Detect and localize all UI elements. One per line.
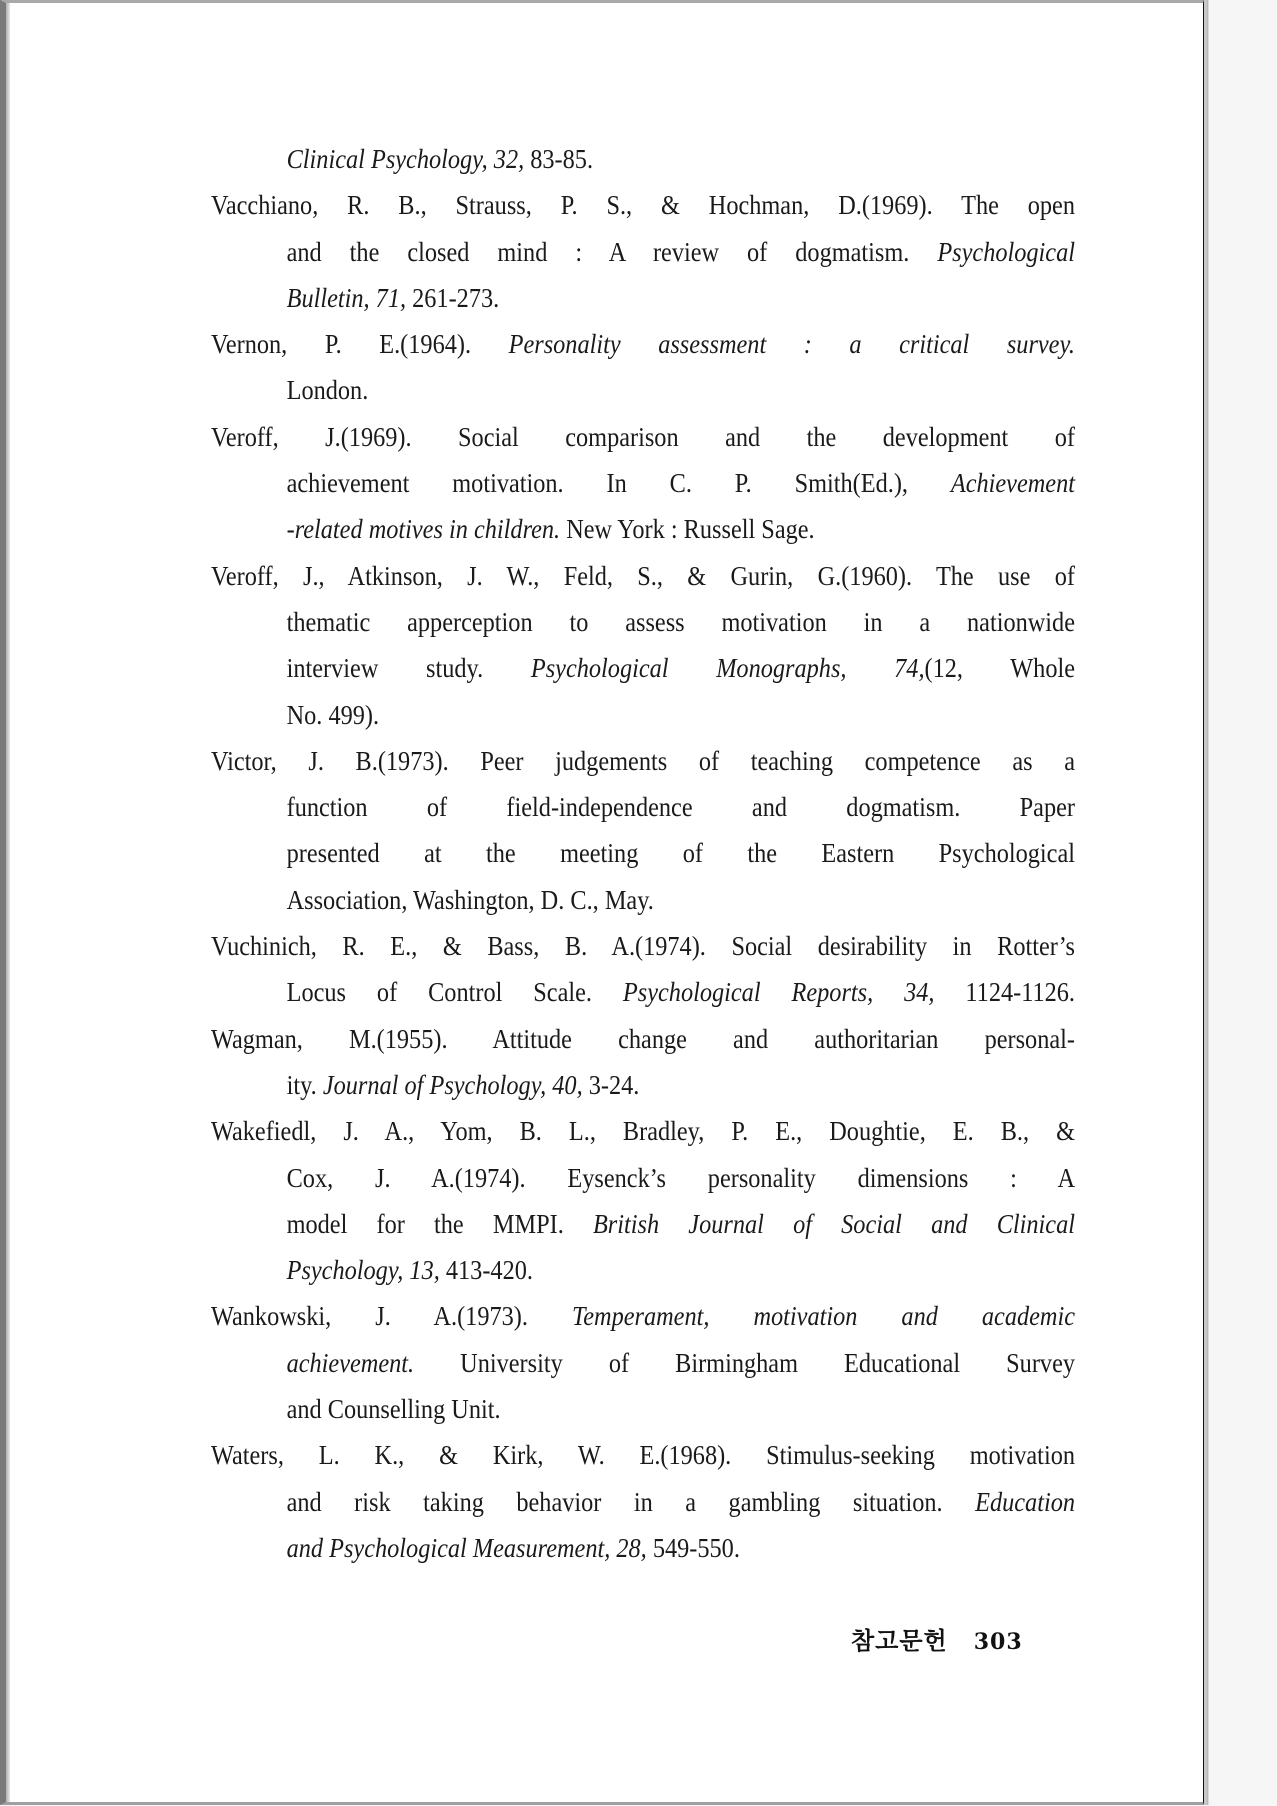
reference-line bbox=[211, 1432, 1075, 1478]
reference-text: Locus of Control Scale. bbox=[286, 977, 623, 1008]
reference-line bbox=[211, 1340, 1075, 1386]
reference-text: Veroff, J.(1969). Social comparison and the development of bbox=[211, 421, 1075, 452]
page-number: 303 bbox=[973, 1629, 1023, 1655]
reference-line bbox=[211, 414, 1075, 460]
reference-line bbox=[211, 1247, 1075, 1293]
reference-entry bbox=[211, 182, 1075, 321]
reference-entry bbox=[211, 1293, 1075, 1432]
reference-text: 261-273. bbox=[406, 282, 500, 313]
italic-title-text: Bulletin, 71, bbox=[286, 282, 407, 313]
reference-entry bbox=[211, 1108, 1075, 1293]
reference-text: ity. bbox=[286, 1069, 323, 1100]
reference-text: Association, Washington, D. C., May. bbox=[286, 884, 654, 915]
italic-title-text: Psychological bbox=[937, 236, 1075, 267]
reference-line bbox=[211, 969, 1075, 1015]
reference-text: Waters, L. K., & Kirk, W. E.(1968). Stimulus-seeking motivation bbox=[211, 1440, 1075, 1471]
reference-line bbox=[211, 182, 1075, 228]
reference-text: and risk taking behavior in a gambling situation. bbox=[286, 1486, 976, 1517]
reference-text: 1124-1126. bbox=[934, 977, 1075, 1008]
reference-text: Victor, J. B.(1973). Peer judgements of teaching competence as a bbox=[211, 745, 1075, 776]
reference-text: 549-550. bbox=[646, 1532, 740, 1563]
section-title: 참고문헌 bbox=[851, 1627, 948, 1655]
reference-text: function of field-independence and dogmatism. Paper bbox=[286, 792, 1076, 823]
reference-text: model for the MMPI. bbox=[286, 1208, 593, 1239]
italic-title-text: Education bbox=[975, 1486, 1075, 1517]
reference-line bbox=[211, 1016, 1075, 1062]
reference-text: Vernon, P. E.(1964). bbox=[211, 329, 509, 360]
reference-text: 83-85. bbox=[524, 144, 594, 174]
reference-entry bbox=[211, 1016, 1075, 1109]
reference-line bbox=[211, 877, 1075, 923]
italic-title-text: Achievement bbox=[950, 468, 1075, 499]
reference-line bbox=[211, 229, 1075, 275]
italic-title-text: Journal of Psychology, 40, bbox=[322, 1069, 583, 1100]
reference-line bbox=[211, 1108, 1075, 1154]
italic-title-text: British Journal of Social and Clinical bbox=[592, 1208, 1075, 1239]
reference-text: (12, Whole bbox=[924, 653, 1076, 684]
reference-entry bbox=[211, 923, 1075, 1016]
italic-title-text: Psychological Reports, 34, bbox=[622, 977, 935, 1008]
reference-line bbox=[211, 1525, 1075, 1571]
reference-text: Wakefiedl, J. A., Yom, B. L., Bradley, P. E., Doughtie, E. B., & bbox=[211, 1116, 1075, 1147]
reference-line bbox=[211, 599, 1075, 645]
italic-title-text: -related motives in children. bbox=[286, 514, 561, 545]
reference-line bbox=[211, 553, 1075, 599]
reference-text: New York : Russell Sage. bbox=[560, 514, 815, 545]
reference-text: interview study. bbox=[286, 653, 531, 684]
reference-entry bbox=[211, 414, 1075, 553]
reference-line bbox=[211, 1062, 1075, 1108]
reference-line bbox=[211, 1293, 1075, 1339]
reference-text: Cox, J. A.(1974). Eysenck’s personality dimensions : A bbox=[286, 1162, 1076, 1193]
reference-text: presented at the meeting of the Eastern Psychological bbox=[286, 838, 1076, 869]
reference-line bbox=[211, 321, 1075, 367]
reference-text: and the closed mind : A review of dogmatism. bbox=[286, 236, 938, 267]
reference-line bbox=[211, 136, 1075, 182]
reference-list bbox=[211, 136, 1075, 1571]
reference-text: London. bbox=[286, 375, 369, 406]
italic-title-text: achievement. bbox=[286, 1347, 415, 1378]
reference-text: achievement motivation. In C. P. Smith(Ed.), bbox=[286, 468, 951, 499]
reference-line bbox=[211, 1201, 1075, 1247]
reference-line bbox=[211, 830, 1075, 876]
reference-line bbox=[211, 1155, 1075, 1201]
reference-text: Veroff, J., Atkinson, J. W., Feld, S., & Gurin, G.(1960). The use of bbox=[211, 560, 1075, 591]
reference-entry bbox=[211, 738, 1075, 923]
reference-text: 413-420. bbox=[439, 1255, 533, 1286]
reference-text: Wagman, M.(1955). Attitude change and authoritarian personal- bbox=[211, 1023, 1075, 1054]
reference-line bbox=[211, 738, 1075, 784]
reference-line bbox=[211, 692, 1075, 738]
reference-line bbox=[211, 460, 1075, 506]
reference-text: Vuchinich, R. E., & Bass, B. A.(1974). Social desirability in Rotter’s bbox=[211, 931, 1075, 962]
reference-text: No. 499). bbox=[286, 699, 380, 730]
reference-line bbox=[211, 506, 1075, 552]
italic-title-text: and Psychological Measurement, 28, bbox=[286, 1532, 647, 1563]
reference-line bbox=[211, 645, 1075, 691]
reference-line bbox=[211, 275, 1075, 321]
reference-line bbox=[211, 784, 1075, 830]
reference-entry bbox=[211, 321, 1075, 414]
reference-text: Wankowski, J. A.(1973). bbox=[211, 1301, 572, 1332]
italic-title-text: Psychology, 13, bbox=[286, 1255, 440, 1286]
reference-text: thematic apperception to assess motivation in a nationwide bbox=[286, 606, 1076, 637]
reference-line bbox=[211, 1386, 1075, 1432]
reference-entry bbox=[211, 136, 1075, 182]
reference-line bbox=[211, 923, 1075, 969]
reference-text: University of Birmingham Educational Survey bbox=[414, 1347, 1075, 1378]
reference-text: and Counselling Unit. bbox=[286, 1394, 501, 1425]
reference-entry bbox=[211, 553, 1075, 738]
italic-title-text: Personality assessment : a critical survey. bbox=[508, 329, 1075, 360]
italic-title-text: Psychological Monographs, 74, bbox=[530, 653, 925, 684]
italic-title-text: Temperament, motivation and academic bbox=[571, 1301, 1075, 1332]
reference-text: 3-24. bbox=[582, 1069, 640, 1100]
reference-line bbox=[211, 1479, 1075, 1525]
reference-entry bbox=[211, 1432, 1075, 1571]
italic-title-text: Clinical Psychology, 32, bbox=[286, 144, 525, 174]
page-footer bbox=[851, 1621, 1023, 1656]
reference-line bbox=[211, 367, 1075, 413]
reference-text: Vacchiano, R. B., Strauss, P. S., & Hochman, D.(1969). The open bbox=[211, 190, 1075, 221]
